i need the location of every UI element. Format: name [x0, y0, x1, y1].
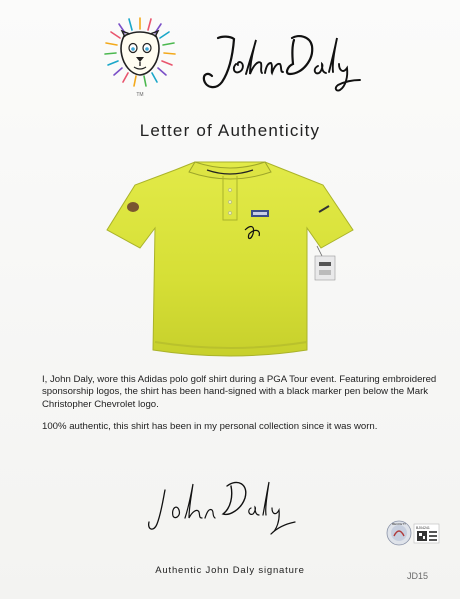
page-title: Letter of Authenticity [139, 121, 321, 140]
lion-head-logo-icon [100, 12, 180, 100]
signature-caption: Authentic John Daly signature [155, 565, 305, 576]
yellow-polo-shirt-image [95, 150, 365, 365]
authentication-hologram-sticker-icon [386, 518, 442, 548]
item-code: JD15 [407, 571, 429, 581]
letter-body [42, 374, 437, 444]
svg-text:TM: TM [136, 92, 144, 98]
body-paragraph-1: I, John Daly, wore this Adidas polo golf shirt during a PGA Tour event. Featuring embroidered sponsorship logos, the shirt has been hand-signed with a black marker pen below the Mark Christopher Chevrolet logo. [42, 374, 437, 410]
letterhead [0, 0, 460, 110]
hologram-serial-text: BJ04241 [416, 526, 430, 530]
john-daly-signature-icon [200, 30, 365, 92]
body-paragraph-2: 100% authentic, this shirt has been in my personal collection since it was worn. [42, 421, 378, 433]
hologram-brand-text: BECKETT [392, 522, 406, 526]
john-daly-signature-icon [145, 470, 305, 540]
